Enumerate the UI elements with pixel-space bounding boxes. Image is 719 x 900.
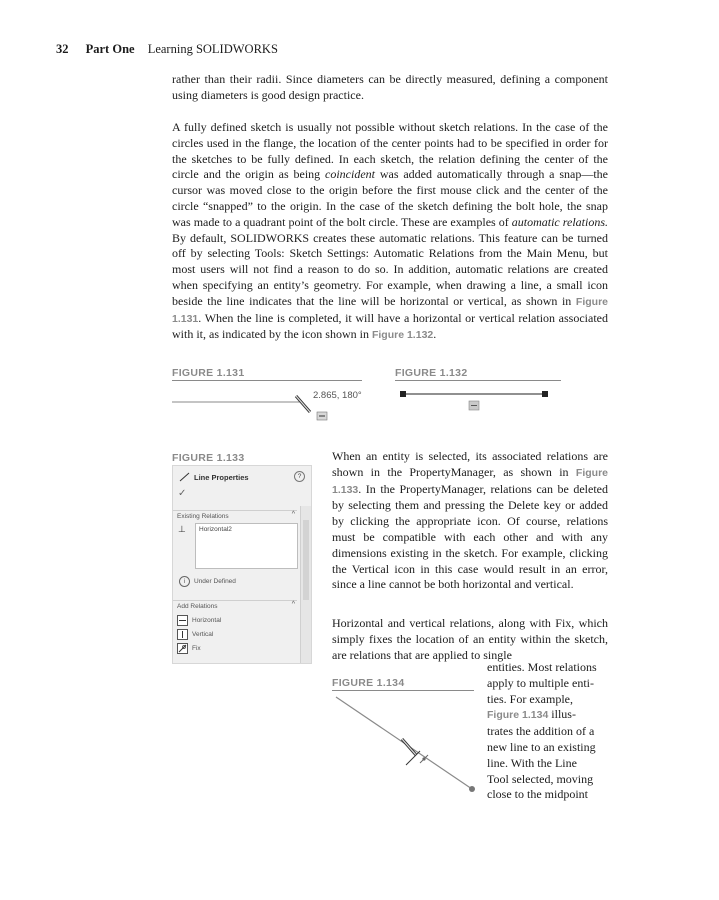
info-icon: i: [179, 576, 190, 587]
part-label: Part One: [85, 42, 135, 56]
running-header: [56, 42, 278, 57]
pencil-cursor-icon: [402, 739, 416, 755]
figure-1132-image: [395, 388, 565, 416]
add-relations-header[interactable]: Add Relations: [173, 600, 297, 612]
add-horizontal-button[interactable]: Horizontal: [177, 615, 311, 626]
endpoint: [469, 786, 475, 792]
status-text: Under Defined: [194, 578, 236, 585]
page-number: 32: [56, 42, 69, 56]
figure-1134-caption: FIGURE 1.134: [332, 677, 474, 691]
line-icon: [179, 472, 191, 482]
existing-relations-header[interactable]: Existing Relations: [173, 510, 297, 522]
paragraph-4: Horizontal and vertical relations, along with Fix, which simply fixes the location of an entity within the sketch, are relations that are applied to single: [332, 616, 608, 662]
add-fix-button[interactable]: Fix: [177, 643, 311, 654]
pencil-cursor-icon: [296, 396, 310, 412]
paragraph-5: entities. Most relations apply to multiple enti- ties. For example, Figure 1.134 illus- trates the addition of a new line to an existing line. With the Line Tool selected, moving close to the midpoint: [487, 660, 597, 802]
add-vertical-button[interactable]: Vertical: [177, 629, 311, 640]
figure-ref-1133[interactable]: Figure 1.133: [332, 466, 608, 496]
help-icon[interactable]: ?: [294, 471, 305, 482]
endpoint: [400, 391, 406, 397]
status-row: [179, 576, 311, 587]
paragraph-3: When an entity is selected, its associated relations are shown in the PropertyManager, as shown in Figure 1.133. In the PropertyManager, relations can be deleted by selecting them and pressing the Delete key or added by clicking the appropriate icon. Of course, relations must be compatible with each other and with any dimensions existing in the sketch. For example, clicking the Vertical icon in this case would result in an error, since a line cannot be both horizontal and vertical.: [332, 449, 608, 592]
property-manager-panel: [172, 465, 312, 664]
fix-icon: [177, 643, 188, 654]
figure-1131-dimension: 2.865, 180°: [313, 390, 362, 401]
figure-1133-caption: FIGURE 1.133: [172, 452, 312, 466]
figure-ref-1131[interactable]: Figure 1.131: [172, 295, 608, 325]
figure-1132-caption: FIGURE 1.132: [395, 367, 561, 381]
paragraph-1: rather than their radii. Since diameters can be directly measured, defining a component using diameters is good design practice.: [172, 72, 608, 102]
vertical-icon: [177, 629, 188, 640]
figure-1134-image: [332, 693, 482, 797]
relation-item[interactable]: Horizontal2: [199, 526, 232, 533]
book-title: Learning SOLIDWORKS: [147, 42, 278, 56]
figure-1131-image: [172, 388, 352, 424]
figure-ref-1132[interactable]: Figure 1.132: [371, 329, 434, 342]
ok-check-icon[interactable]: ✓: [178, 488, 187, 499]
horizontal-icon: [177, 615, 188, 626]
endpoint: [542, 391, 548, 397]
relations-list[interactable]: [195, 523, 298, 569]
panel-title: Line Properties: [179, 472, 311, 482]
horizontal-relation-icon: ⊥: [178, 524, 186, 534]
collapse-caret-icon[interactable]: ^: [291, 601, 295, 608]
figure-1131-caption: FIGURE 1.131: [172, 367, 362, 381]
figure-ref-1134[interactable]: Figure 1.134: [487, 709, 549, 722]
paragraph-2: A fully defined sketch is usually not possible without sketch relations. In the case of the circles used in the flange, the location of the center points had to be specified in order for the sketches to be fully defined. In each sketch, the relation defining the center of the circle and the origin as being coincident was added automatically through a snap—the cursor was moved close to the origin before the first mouse click and the center of the circle “snapped” to the origin. In the case of the sketch defining the bolt hole, the snap was made to a quadrant point of the bolt circle. These are examples of automatic relations. By default, SOLIDWORKS creates these automatic relations. This feature can be turned off by selecting Tools: Sketch Settings: Automatic Relations from the Main Menu, but most users will not find a reason to do so. In addition, automatic relations are created when specifying an entity’s geometry. For example, when drawing a line, a small icon beside the line indicates that the line will be horizontal or vertical, as shown in Figure 1.131. When the line is completed, it will have a horizontal or vertical relation associated with it, as indicated by the icon shown in Figure 1.132.: [172, 120, 608, 342]
collapse-caret-icon[interactable]: ^: [291, 511, 295, 518]
